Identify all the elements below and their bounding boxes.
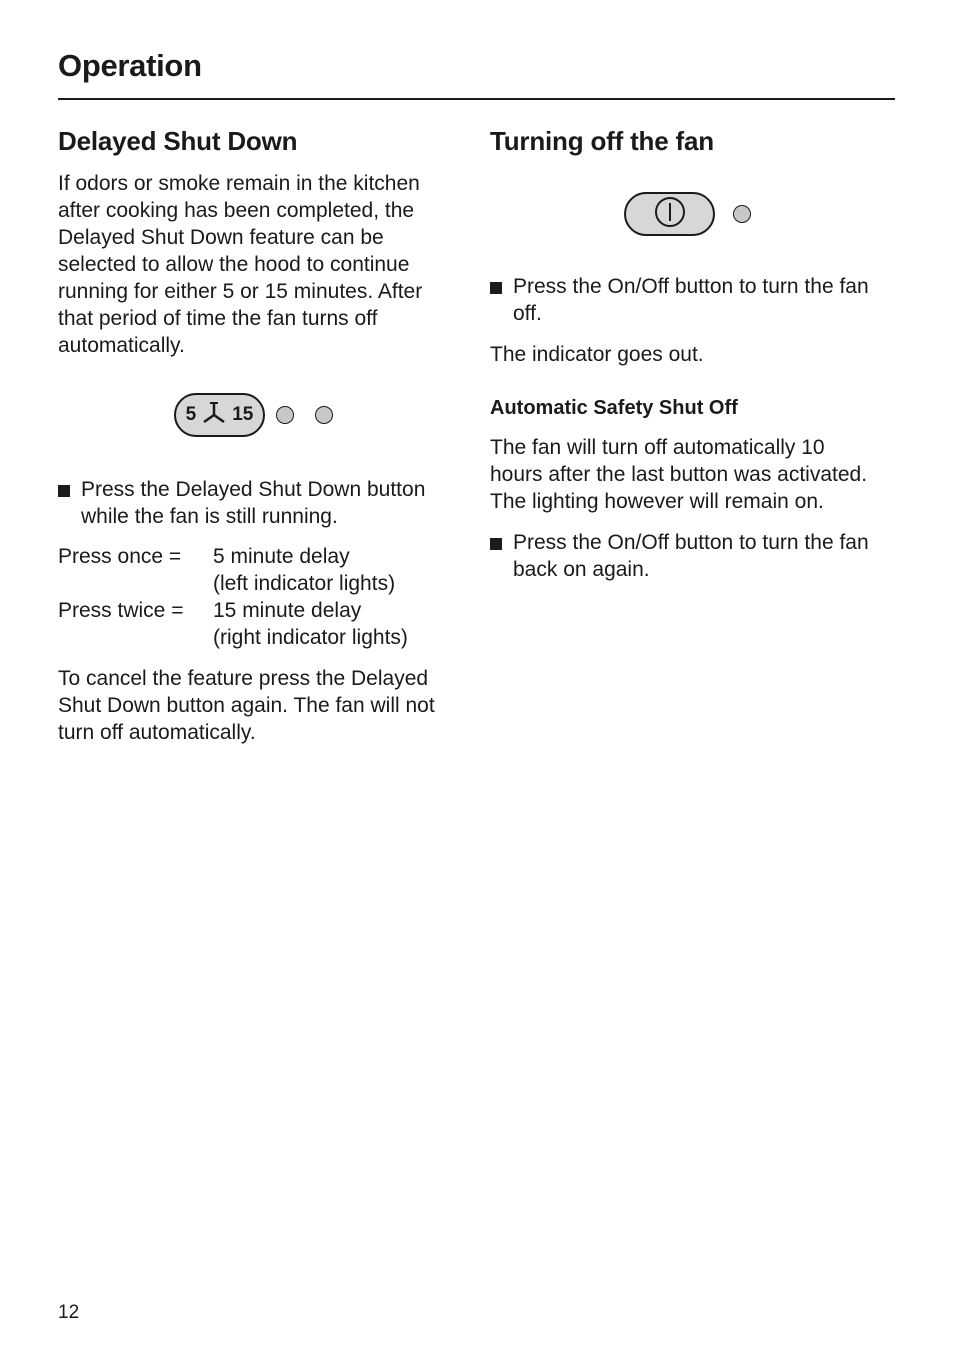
press-option-label: Press once = bbox=[58, 545, 182, 568]
title-divider bbox=[58, 98, 895, 100]
result-paragraph: The indicator goes out. bbox=[490, 343, 704, 366]
instruction-bullet: Press the On/Off button to turn the fan back on again. bbox=[490, 529, 880, 583]
instruction-bullet: Press the On/Off button to turn the fan off. bbox=[490, 273, 880, 327]
press-options-table bbox=[58, 543, 408, 651]
turning-off-section bbox=[490, 123, 880, 583]
delayed-shut-down-control bbox=[174, 393, 458, 437]
instruction-bullet: Press the Delayed Shut Down button while the fan is still running. bbox=[58, 476, 458, 530]
section-heading-safety: Automatic Safety Shut Off bbox=[490, 397, 738, 419]
press-option-row bbox=[58, 570, 408, 597]
press-option-value: 5 minute delay bbox=[213, 545, 350, 568]
delayed-shut-down-section bbox=[58, 123, 458, 746]
press-option-note: (right indicator lights) bbox=[213, 626, 408, 649]
press-option-label: Press twice = bbox=[58, 599, 184, 622]
intro-paragraph: If odors or smoke remain in the kitchen after cooking has been completed, the Delayed Shut Down feature can be selected to allow the hood to continue running for either 5 or 15 minutes. After that period of time the fan turns off automatically. bbox=[58, 172, 423, 357]
right-indicator-light bbox=[315, 406, 333, 424]
button-label-5: 5 bbox=[185, 404, 197, 425]
page-number: 12 bbox=[58, 1302, 80, 1323]
page-title: Operation bbox=[58, 48, 202, 83]
section-heading-turning-off: Turning off the fan bbox=[490, 126, 714, 156]
safety-paragraph: The fan will turn off automatically 10 hours after the last button was activated. The lighting however will remain on. bbox=[490, 436, 868, 513]
section-heading-delayed-shut-down: Delayed Shut Down bbox=[58, 126, 298, 156]
on-off-control bbox=[624, 192, 880, 236]
delayed-shut-down-button[interactable] bbox=[174, 393, 265, 437]
on-off-indicator-light bbox=[733, 205, 751, 223]
button-label-15: 15 bbox=[232, 404, 254, 425]
press-option-row bbox=[58, 597, 408, 624]
on-off-button[interactable] bbox=[624, 192, 715, 236]
left-indicator-light bbox=[276, 406, 294, 424]
cancel-paragraph: To cancel the feature press the Delayed Shut Down button again. The fan will not turn off automatically. bbox=[58, 667, 435, 744]
press-option-note: (left indicator lights) bbox=[213, 572, 396, 595]
press-option-row bbox=[58, 624, 408, 651]
power-icon bbox=[653, 195, 687, 234]
press-option-value: 15 minute delay bbox=[213, 599, 362, 622]
press-option-row bbox=[58, 543, 408, 570]
fan-icon bbox=[200, 400, 228, 431]
